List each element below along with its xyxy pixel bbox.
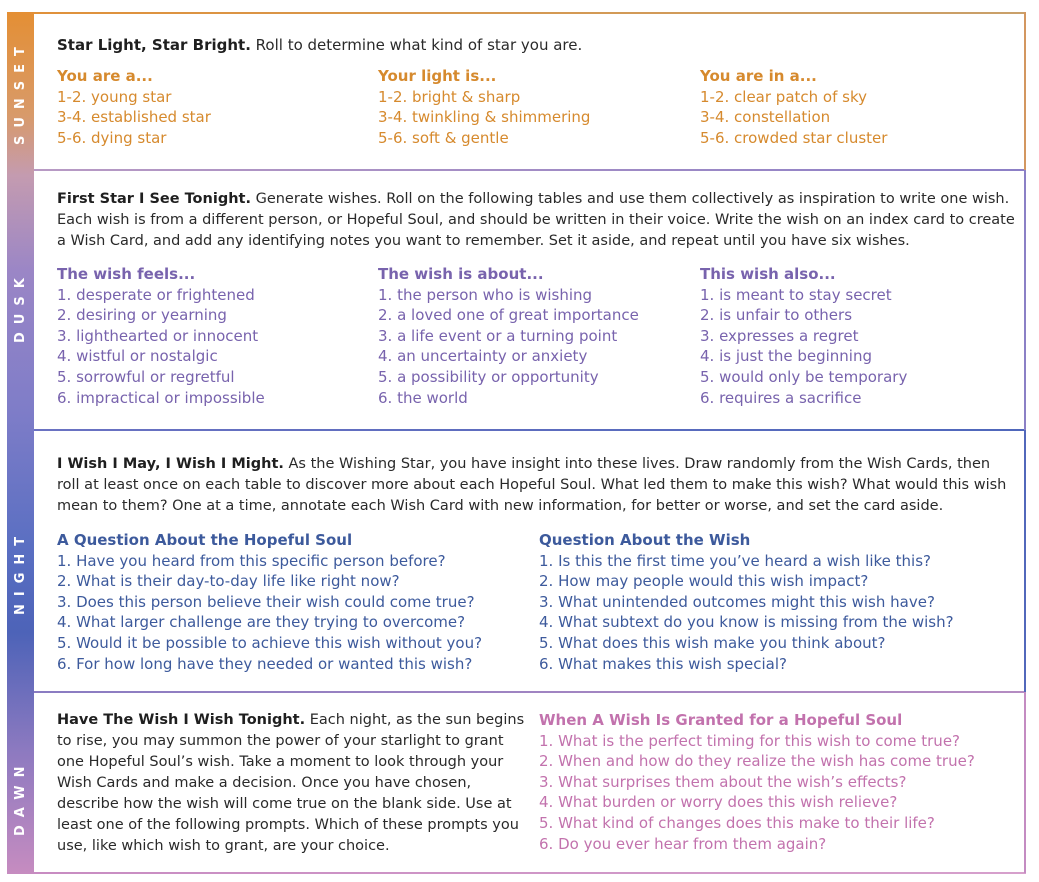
table-item: 6. Do you ever hear from them again?	[539, 834, 827, 853]
table-item: 3-4. established star	[57, 108, 211, 127]
table-item: 6. the world	[378, 388, 468, 407]
table-item: 3. expresses a regret	[700, 326, 859, 345]
table-item: 5-6. dying star	[57, 128, 167, 147]
table-heading: You are a...	[57, 67, 153, 85]
table-item: 5-6. soft & gentle	[378, 128, 509, 147]
table-item: 1. Is this the first time you’ve heard a wish like this?	[539, 551, 931, 570]
phase-strip	[7, 12, 34, 874]
sunset-table-3	[700, 66, 1010, 148]
table-item: 4. What larger challenge are they trying to overcome?	[57, 613, 466, 632]
table-item: 3-4. constellation	[700, 108, 831, 127]
night-table-2	[539, 530, 1019, 674]
table-item: 3. What unintended outcomes might this wish have?	[539, 592, 935, 611]
table-item: 4. What subtext do you know is missing from the wish?	[539, 613, 954, 632]
night-table-1	[57, 530, 527, 674]
table-heading: Your light is...	[378, 67, 497, 85]
table-item: 2. When and how do they realize the wish has come true?	[539, 752, 975, 771]
dawn-table	[539, 710, 1024, 854]
table-item: 6. impractical or impossible	[57, 388, 265, 407]
sunset-text: Roll to determine what kind of star you are.	[250, 36, 583, 54]
night-intro	[57, 454, 1017, 517]
dawn-text: Each night, as the sun begins to rise, you may summon the power of your starlight to grant one Hopeful Soul’s wish. Take a moment to look through your Wish Cards and make a decision. Once you have chosen, describe how the wish will come true on the blank side. Use at least one of the following prompts. Which of these prompts you use, like which wish to grant, are your choice.	[57, 712, 525, 854]
strip-label-night: NIGHT	[13, 528, 28, 616]
table-item: 5. a possibility or opportunity	[378, 367, 599, 386]
dusk-title: First Star I See Tonight.	[57, 191, 251, 207]
table-item: 6. requires a sacrifice	[700, 388, 862, 407]
table-heading: When A Wish Is Granted for a Hopeful Soul	[539, 711, 903, 729]
table-item: 3. What surprises them about the wish’s effects?	[539, 772, 907, 791]
strip-label-dusk: DUSK	[13, 270, 28, 344]
table-item: 2. How may people would this wish impact?	[539, 572, 869, 591]
table-heading: A Question About the Hopeful Soul	[57, 531, 353, 549]
table-item: 2. What is their day-to-day life like right now?	[57, 572, 400, 591]
table-item: 1-2. young star	[57, 87, 172, 106]
dusk-table-2	[378, 264, 688, 408]
dusk-table-1	[57, 264, 367, 408]
table-item: 4. is just the beginning	[700, 347, 873, 366]
table-item: 1. What is the perfect timing for this wish to come true?	[539, 731, 961, 750]
dusk-text: Generate wishes. Roll on the following tables and use them collectively as inspiration to write one wish. Each wish is from a different person, or Hopeful Soul, and should be written in their voice. Write the wish on an index card to create a Wish Card, and add any identifying notes you want to remember. Set it aside, and repeat until you have six wishes.	[57, 191, 1015, 249]
table-item: 1. desperate or frightened	[57, 285, 255, 304]
table-item: 1-2. clear patch of sky	[700, 87, 867, 106]
table-item: 3-4. twinkling & shimmering	[378, 108, 591, 127]
table-item: 3. lighthearted or innocent	[57, 326, 259, 345]
table-item: 5. sorrowful or regretful	[57, 367, 235, 386]
table-item: 4. wistful or nostalgic	[57, 347, 218, 366]
dusk-table-3	[700, 264, 1010, 408]
table-item: 1. is meant to stay secret	[700, 285, 892, 304]
table-item: 6. What makes this wish special?	[539, 654, 787, 673]
dawn-title: Have The Wish I Wish Tonight.	[57, 712, 306, 728]
strip-label-dawn: DAWN	[13, 758, 28, 836]
table-item: 1. the person who is wishing	[378, 285, 593, 304]
table-heading: The wish is about...	[378, 265, 544, 283]
strip-label-sunset: SUNSET	[13, 39, 28, 145]
table-heading: The wish feels...	[57, 265, 196, 283]
sunset-table-1	[57, 66, 367, 148]
sunset-table-2	[378, 66, 688, 148]
table-item: 5-6. crowded star cluster	[700, 128, 888, 147]
table-item: 4. an uncertainty or anxiety	[378, 347, 588, 366]
night-text: As the Wishing Star, you have insight into these lives. Draw randomly from the Wish Cards, then roll at least once on each table to discover more about each Hopeful Soul. What led them to make this wish? What would this wish mean to them? One at a time, annotate each Wish Card with new information, for better or worse, and set the card aside.	[57, 456, 1007, 514]
table-item: 6. For how long have they needed or wanted this wish?	[57, 654, 473, 673]
table-item: 1-2. bright & sharp	[378, 87, 521, 106]
dawn-intro	[57, 710, 527, 857]
sunset-intro	[57, 35, 1017, 56]
table-item: 4. What burden or worry does this wish relieve?	[539, 793, 898, 812]
table-item: 2. is unfair to others	[700, 306, 853, 325]
table-item: 2. a loved one of great importance	[378, 306, 639, 325]
dusk-intro	[57, 189, 1017, 252]
table-item: 5. would only be temporary	[700, 367, 908, 386]
table-item: 3. Does this person believe their wish could come true?	[57, 592, 475, 611]
table-item: 5. What kind of changes does this make to their life?	[539, 813, 935, 832]
table-item: 5. What does this wish make you think about?	[539, 633, 886, 652]
night-title: I Wish I May, I Wish I Might.	[57, 456, 284, 472]
table-heading: You are in a...	[700, 67, 817, 85]
table-item: 5. Would it be possible to achieve this wish without you?	[57, 633, 483, 652]
table-heading: This wish also...	[700, 265, 836, 283]
table-item: 2. desiring or yearning	[57, 306, 227, 325]
sunset-title: Star Light, Star Bright.	[57, 36, 251, 54]
table-heading: Question About the Wish	[539, 531, 751, 549]
table-item: 3. a life event or a turning point	[378, 326, 618, 345]
table-item: 1. Have you heard from this specific person before?	[57, 551, 446, 570]
